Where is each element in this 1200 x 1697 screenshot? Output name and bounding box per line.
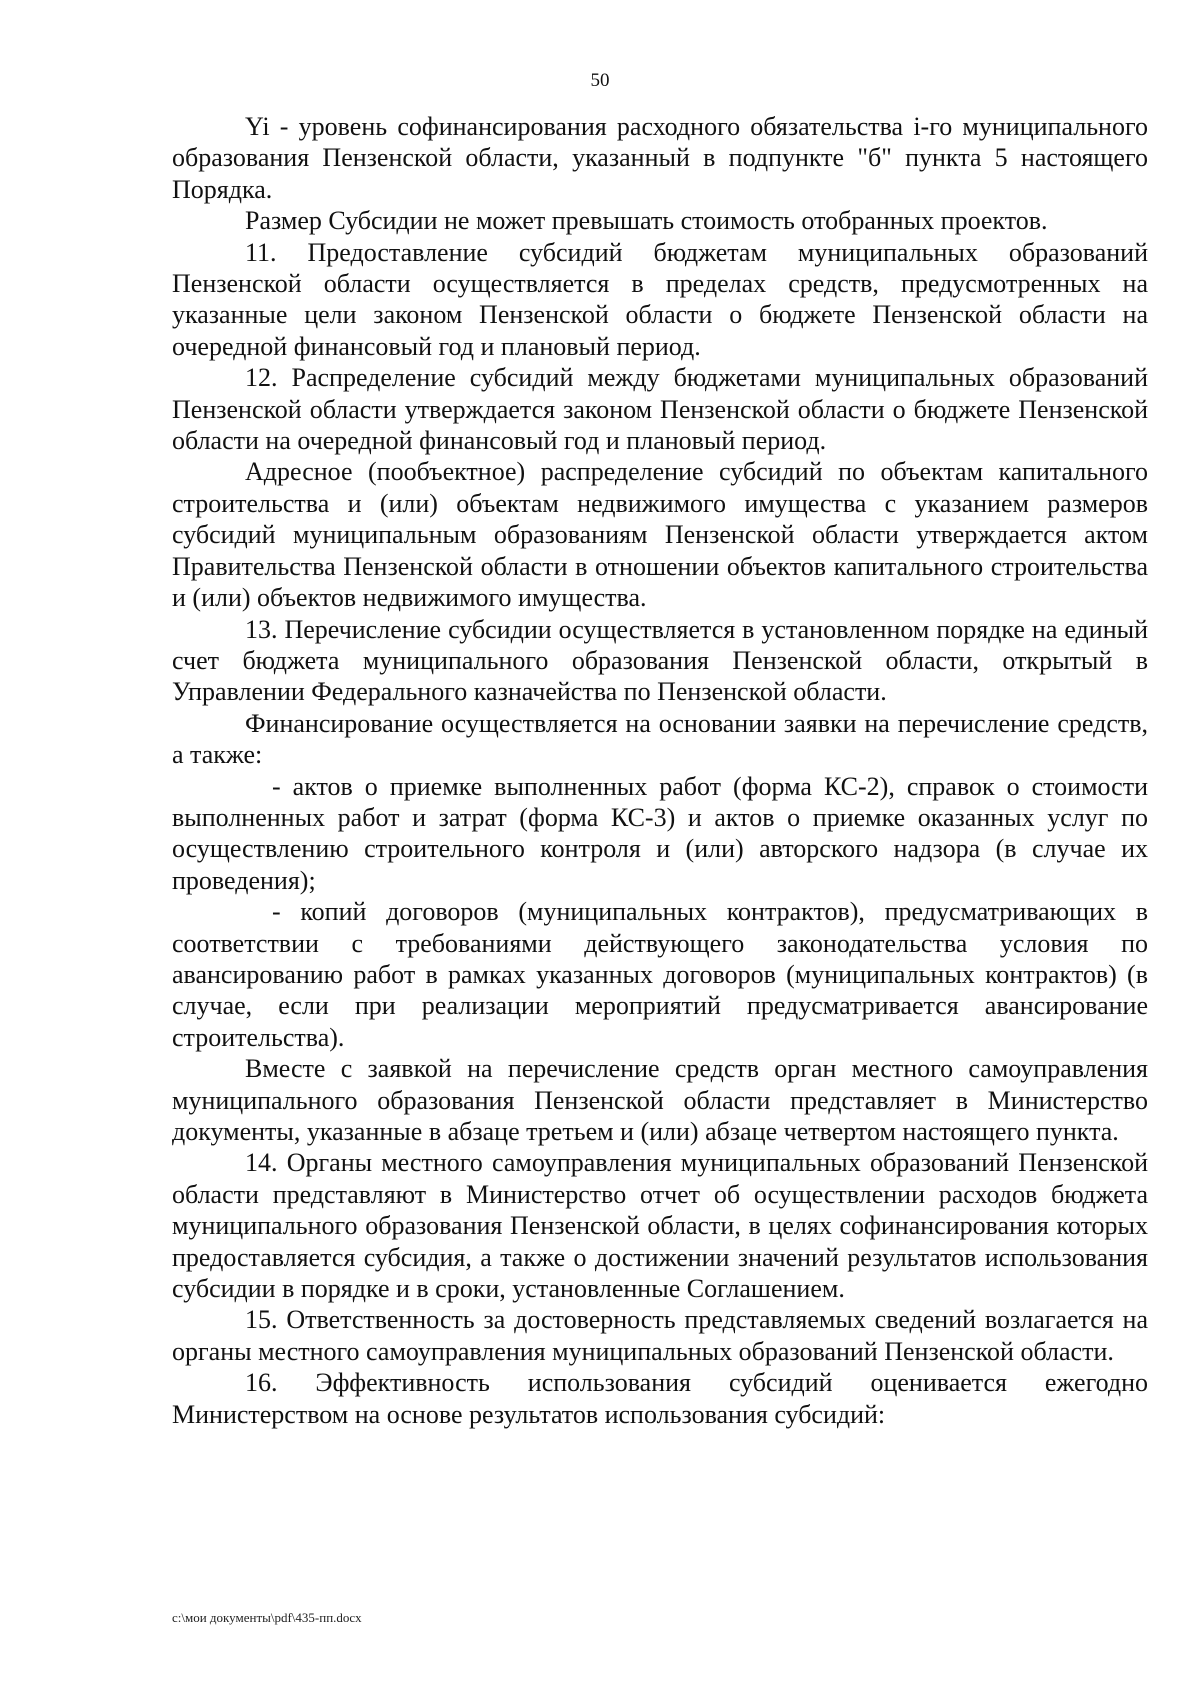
paragraph-item-13: 13. Перечисление субсидии осуществляется в установленном порядке на единый счет бюджета муниципального образования Пензенской области, открытый в Управлении Федерального казначейства по Пензенской области.: [172, 614, 1148, 707]
page-number: 50: [590, 70, 610, 91]
document-body: [172, 111, 1148, 1430]
paragraph-item-14: 14. Органы местного самоуправления муниципальных образований Пензенской области представляют в Министерство отчет об осуществлении расходов бюджета муниципального образования Пензенской области, в целях софинансирования которых предоставляется субсидия, а также о достижении значений результатов использования субсидии в порядке и в сроки, установленные Соглашением.: [172, 1148, 1148, 1304]
list-item-acts: - актов о приемке выполненных работ (форма КС-2), справок о стоимости выполненных работ и затрат (форма КС-3) и актов о приемке оказанных услуг по осуществлению строительного контроля и (или) авторского надзора (в случае их проведения);: [172, 771, 1148, 895]
list-item-contracts: - копий договоров (муниципальных контрактов), предусматривающих в соответствии с требованиями действующего законодательства условия по авансированию работ в рамках указанных договоров (муниципальных контрактов) (в случае, если при реализации мероприятий предусматривается авансирование строительства).: [172, 897, 1148, 1052]
paragraph-application-documents: Вместе с заявкой на перечисление средств орган местного самоуправления муниципального образования Пензенской области представляет в Министерство документы, указанные в абзаце третьем и (или) абзаце четвертом настоящего пункта.: [172, 1054, 1148, 1146]
paragraph-address-distribution: Адресное (пообъектное) распределение субсидий по объектам капитального строительства и (или) объектам недвижимого имущества с указанием размеров субсидий муниципальным образованиям Пензенской области утверждается актом Правительства Пензенской области в отношении объектов капитального строительства и (или) объектов недвижимого имущества.: [172, 457, 1148, 613]
paragraph-yi-definition: Yi - уровень софинансирования расходного обязательства i-го муниципального образования Пензенской области, указанный в подпункте "б" пункта 5 настоящего Порядка.: [172, 112, 1148, 204]
footer-file-path: c:\мои документы\pdf\435-пп.docx: [172, 1610, 362, 1625]
paragraph-item-16: 16. Эффективность использования субсидий оценивается ежегодно Министерством на основе результатов использования субсидий:: [172, 1368, 1148, 1429]
paragraph-item-15: 15. Ответственность за достоверность представляемых сведений возлагается на органы местного самоуправления муниципальных образований Пензенской области.: [172, 1305, 1148, 1366]
paragraph-item-12: 12. Распределение субсидий между бюджетами муниципальных образований Пензенской области утверждается законом Пензенской области о бюджете Пензенской области на очередной финансовый год и плановый период.: [172, 363, 1148, 456]
paragraph-subsidy-limit: Размер Субсидии не может превышать стоимость отобранных проектов.: [245, 206, 1048, 236]
paragraph-financing: Финансирование осуществляется на основании заявки на перечисление средств, а также:: [172, 708, 1148, 770]
paragraph-item-11: 11. Предоставление субсидий бюджетам муниципальных образований Пензенской области осуществляется в пределах средств, предусмотренных на указанные цели законом Пензенской области о бюджете Пензенской области на очередной финансовый год и плановый период.: [172, 237, 1148, 361]
